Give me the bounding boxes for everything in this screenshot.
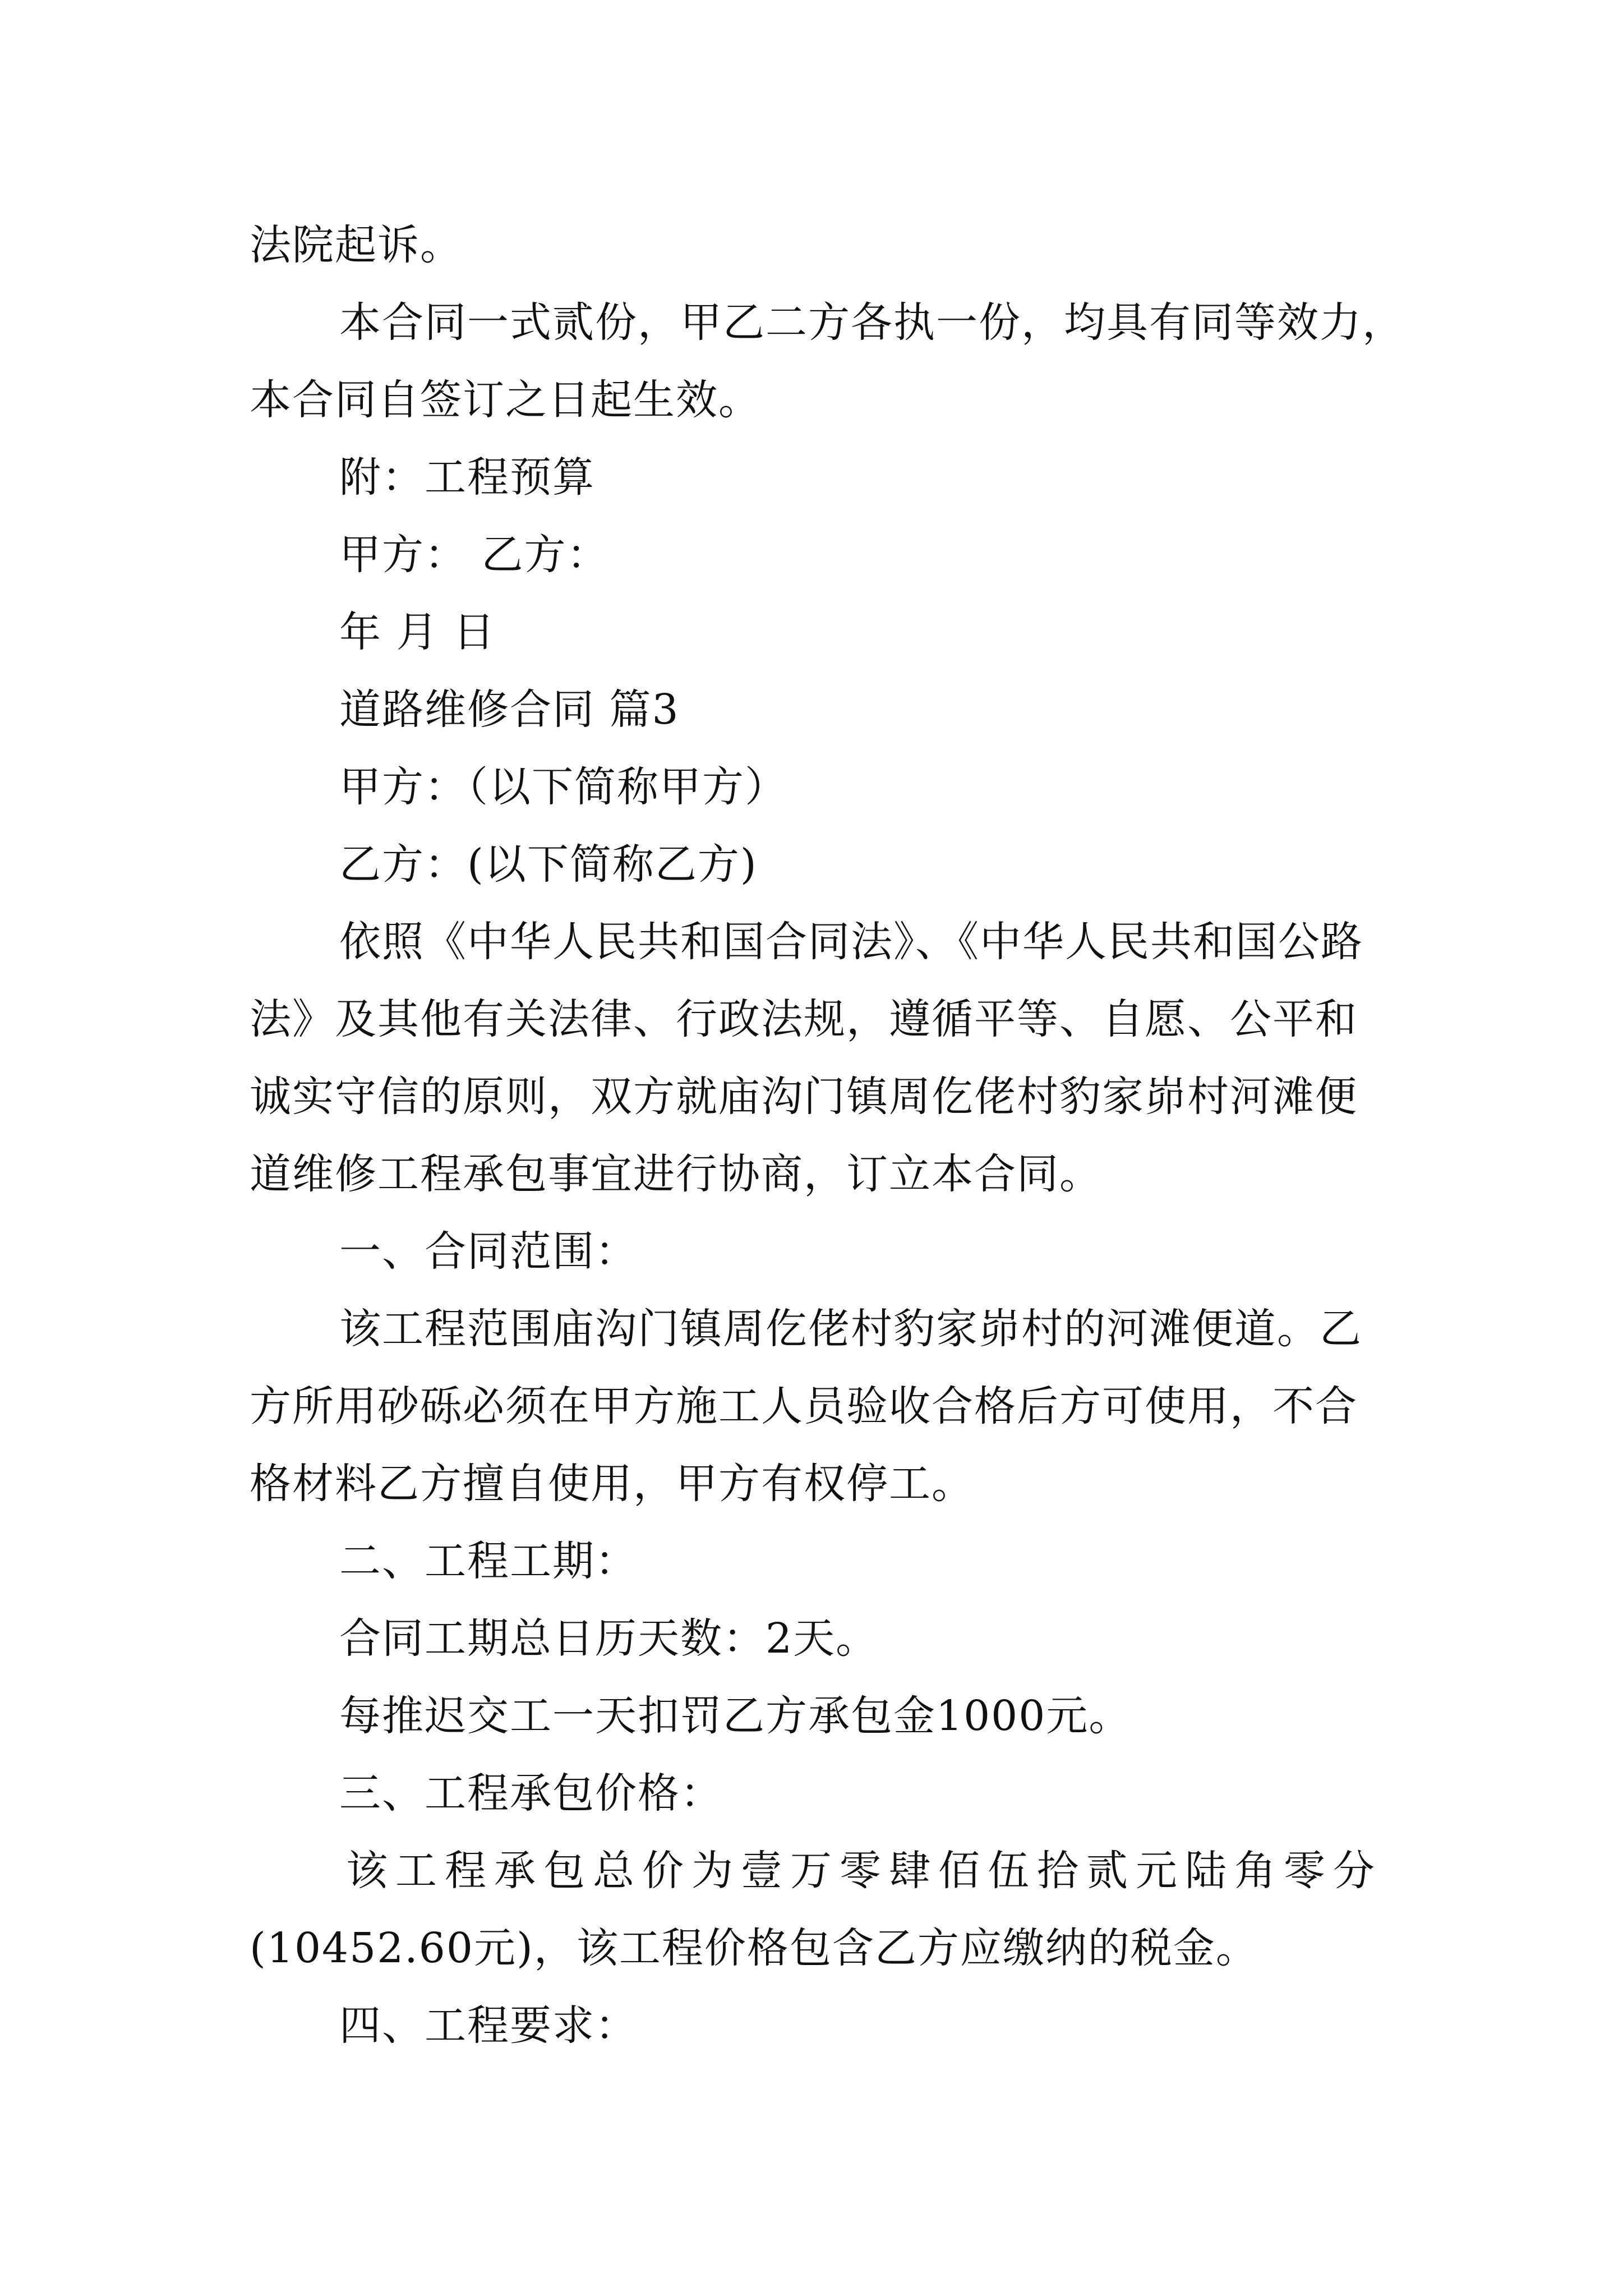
- paragraph-line: 法》及其他有关法律、行政法规，遵循平等、自愿、公平和: [250, 995, 1358, 1043]
- paragraph-line: 格材料乙方擅自使用，甲方有权停工。: [250, 1460, 974, 1508]
- paragraph-line: 方所用砂砾必须在甲方施工人员验收合格后方可使用，不合: [250, 1382, 1358, 1430]
- clause-heading: 二、工程工期：: [339, 1537, 638, 1585]
- paragraph-line: 法院起诉。: [250, 221, 463, 269]
- paragraph-line: 合同工期总日历天数：2天。: [339, 1614, 879, 1663]
- section-title: 道路维修合同 篇3: [339, 685, 680, 734]
- party-b-line: 乙方：(以下简称乙方): [339, 840, 758, 889]
- clause-heading: 四、工程要求：: [339, 2001, 638, 2050]
- paragraph-line: 本合同一式贰份，甲乙二方各执一份，均具有同等效力，: [339, 298, 1405, 347]
- clause-heading: 一、合同范围：: [339, 1227, 638, 1276]
- document-body: [250, 206, 1405, 2064]
- party-a-line: 甲方：（以下简称甲方）: [339, 763, 787, 811]
- paragraph-line: 依照《中华人民共和国合同法》、《中华人民共和国公路: [339, 918, 1363, 966]
- signature-parties-line: 甲方： 乙方：: [339, 531, 610, 579]
- paragraph-line: 本合同自签订之日起生效。: [250, 376, 761, 424]
- paragraph-line: 每推迟交工一天扣罚乙方承包金1000元。: [339, 1692, 1132, 1740]
- attachment-line: 附：工程预算: [339, 453, 595, 501]
- paragraph-line: 该工程范围庙沟门镇周仡佬村豹家峁村的河滩便道。乙: [339, 1305, 1362, 1353]
- paragraph-line: 该工程承包总价为壹万零肆佰伍拾贰元陆角零分: [346, 1847, 1382, 1895]
- date-line: 年 月 日: [339, 608, 496, 656]
- paragraph-line: 道维修工程承包事宜进行协商，订立本合同。: [250, 1150, 1102, 1198]
- paragraph-line: (10452.60元)，该工程价格包含乙方应缴纳的税金。: [250, 1924, 1258, 1972]
- clause-heading: 三、工程承包价格：: [339, 1769, 723, 1818]
- paragraph-line: 诚实守信的原则，双方就庙沟门镇周仡佬村豹家峁村河滩便: [250, 1073, 1358, 1121]
